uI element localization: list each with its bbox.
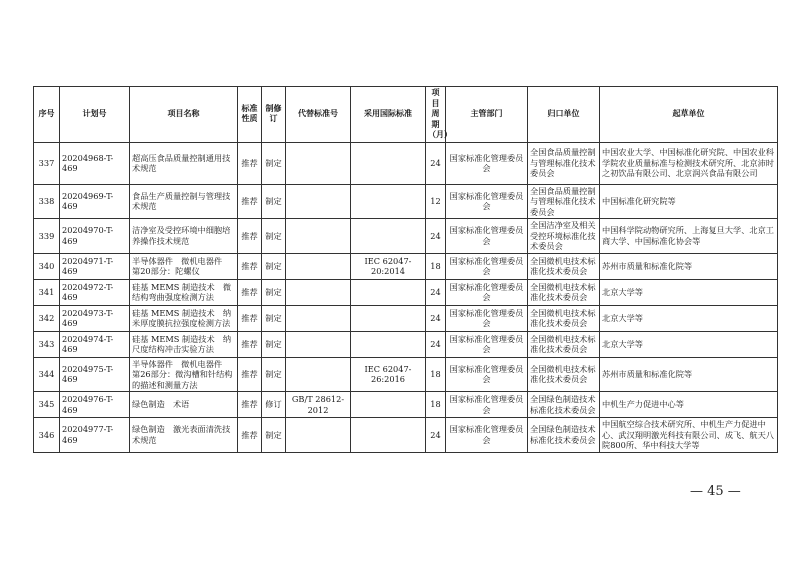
cell-nature: 推荐 [238,331,262,357]
cell-nature: 推荐 [238,305,262,331]
header-tc: 归口单位 [528,87,600,143]
cell-type: 制定 [262,279,286,305]
cell-drafter: 北京大学等 [600,305,778,331]
cell-no: 339 [34,219,60,254]
header-drafter: 起草单位 [600,87,778,143]
cell-intl [351,279,426,305]
cell-replace [286,418,351,453]
header-intl: 采用国际标准 [351,87,426,143]
table-row [34,305,778,331]
cell-nature: 推荐 [238,219,262,254]
cell-plan: 20204977-T-469 [60,418,130,453]
header-row [34,87,778,143]
cell-nature: 推荐 [238,142,262,184]
cell-no: 344 [34,357,60,392]
cell-replace [286,219,351,254]
cell-nature: 推荐 [238,184,262,219]
cell-intl [351,219,426,254]
cell-name: 半导体器件 微机电器件 第20部分：陀螺仪 [130,253,238,279]
header-nature: 标准性质 [238,87,262,143]
cell-tc: 全国食品质量控制与管理标准化技术委员会 [528,142,600,184]
cell-period: 24 [426,142,446,184]
cell-no: 346 [34,418,60,453]
cell-dept: 国家标准化管理委员会 [446,253,528,279]
cell-intl [351,305,426,331]
cell-intl [351,418,426,453]
cell-drafter: 北京大学等 [600,279,778,305]
cell-tc: 全国洁净室及相关受控环境标准化技术委员会 [528,219,600,254]
cell-plan: 20204974-T-469 [60,331,130,357]
cell-replace [286,253,351,279]
cell-plan: 20204972-T-469 [60,279,130,305]
cell-plan: 20204976-T-469 [60,392,130,418]
cell-drafter: 苏州市质量和标准化院等 [600,253,778,279]
cell-drafter: 中国航空综合技术研究所、中机生产力促进中心、武汉翔明激光科技有限公司、成飞、航天八院800所、华中科技大学等 [600,418,778,453]
cell-replace [286,305,351,331]
cell-type: 制定 [262,305,286,331]
cell-drafter: 中机生产力促进中心等 [600,392,778,418]
cell-replace [286,184,351,219]
cell-replace: GB/T 28612-2012 [286,392,351,418]
cell-plan: 20204971-T-469 [60,253,130,279]
cell-type: 制定 [262,184,286,219]
cell-drafter: 中国标准化研究院等 [600,184,778,219]
cell-name: 超高压食品质量控制通用技术规范 [130,142,238,184]
cell-dept: 国家标准化管理委员会 [446,392,528,418]
table-row [34,331,778,357]
cell-tc: 全国食品质量控制与管理标准化技术委员会 [528,184,600,219]
cell-period: 24 [426,305,446,331]
cell-period: 18 [426,357,446,392]
table-row [34,357,778,392]
cell-name: 绿色制造 术语 [130,392,238,418]
cell-tc: 全国微机电技术标准化技术委员会 [528,331,600,357]
cell-tc: 全国绿色制造技术标准化技术委员会 [528,392,600,418]
cell-drafter: 北京大学等 [600,331,778,357]
cell-nature: 推荐 [238,253,262,279]
cell-no: 345 [34,392,60,418]
cell-intl [351,142,426,184]
cell-drafter: 中国农业大学、中国标准化研究院、中国农业科学院农业质量标准与检测技术研究所、北京沛时之初饮品有限公司、北京润兴食品有限公司 [600,142,778,184]
cell-name: 食品生产质量控制与管理技术规范 [130,184,238,219]
cell-no: 340 [34,253,60,279]
cell-dept: 国家标准化管理委员会 [446,305,528,331]
cell-name: 半导体器件 微机电器件 第26部分：微沟槽和针结构的描述和测量方法 [130,357,238,392]
cell-type: 修订 [262,392,286,418]
cell-nature: 推荐 [238,418,262,453]
table-row [34,392,778,418]
header-name: 项目名称 [130,87,238,143]
cell-name: 硅基 MEMS 制造技术 微结构弯曲强度检测方法 [130,279,238,305]
cell-dept: 国家标准化管理委员会 [446,357,528,392]
cell-plan: 20204968-T-469 [60,142,130,184]
cell-type: 制定 [262,253,286,279]
cell-period: 24 [426,418,446,453]
table-row [34,142,778,184]
table-row [34,253,778,279]
cell-replace [286,357,351,392]
table-row [34,184,778,219]
cell-replace [286,142,351,184]
cell-name: 洁净室及受控环境中细胞培养操作技术规范 [130,219,238,254]
cell-type: 制定 [262,219,286,254]
cell-type: 制定 [262,418,286,453]
cell-dept: 国家标准化管理委员会 [446,279,528,305]
cell-period: 24 [426,219,446,254]
cell-plan: 20204973-T-469 [60,305,130,331]
header-period: 项目周期（月） [426,87,446,143]
cell-type: 制定 [262,331,286,357]
cell-name: 硅基 MEMS 制造技术 纳米厚度膜抗拉强度检测方法 [130,305,238,331]
cell-period: 24 [426,279,446,305]
cell-plan: 20204969-T-469 [60,184,130,219]
cell-intl [351,331,426,357]
cell-period: 12 [426,184,446,219]
cell-nature: 推荐 [238,357,262,392]
cell-type: 制定 [262,142,286,184]
cell-plan: 20204970-T-469 [60,219,130,254]
cell-tc: 全国微机电技术标准化技术委员会 [528,279,600,305]
cell-intl [351,184,426,219]
cell-dept: 国家标准化管理委员会 [446,418,528,453]
header-no: 序号 [34,87,60,143]
table-row [34,418,778,453]
table-row [34,219,778,254]
cell-period: 18 [426,253,446,279]
table-row [34,279,778,305]
cell-replace [286,279,351,305]
cell-no: 338 [34,184,60,219]
header-dept: 主管部门 [446,87,528,143]
cell-name: 绿色制造 激光表面清洗技术规范 [130,418,238,453]
cell-dept: 国家标准化管理委员会 [446,219,528,254]
cell-tc: 全国微机电技术标准化技术委员会 [528,253,600,279]
cell-intl: IEC 62047-26:2016 [351,357,426,392]
standards-plan-table [33,86,778,453]
cell-tc: 全国微机电技术标准化技术委员会 [528,357,600,392]
cell-tc: 全国绿色制造技术标准化技术委员会 [528,418,600,453]
header-type: 制修订 [262,87,286,143]
page-number: — 45 — [690,484,741,499]
cell-no: 337 [34,142,60,184]
header-plan: 计划号 [60,87,130,143]
cell-no: 341 [34,279,60,305]
cell-no: 342 [34,305,60,331]
cell-dept: 国家标准化管理委员会 [446,331,528,357]
cell-tc: 全国微机电技术标准化技术委员会 [528,305,600,331]
cell-period: 24 [426,331,446,357]
cell-replace [286,331,351,357]
cell-drafter: 中国科学院动物研究所、上海复旦大学、北京工商大学、中国标准化协会等 [600,219,778,254]
header-replace: 代替标准号 [286,87,351,143]
cell-nature: 推荐 [238,279,262,305]
cell-name: 硅基 MEMS 制造技术 纳尺度结构冲击实验方法 [130,331,238,357]
cell-type: 制定 [262,357,286,392]
cell-intl: IEC 62047-20:2014 [351,253,426,279]
cell-drafter: 苏州市质量和标准化院等 [600,357,778,392]
cell-dept: 国家标准化管理委员会 [446,142,528,184]
cell-intl [351,392,426,418]
cell-no: 343 [34,331,60,357]
cell-period: 18 [426,392,446,418]
cell-plan: 20204975-T-469 [60,357,130,392]
cell-dept: 国家标准化管理委员会 [446,184,528,219]
cell-nature: 推荐 [238,392,262,418]
